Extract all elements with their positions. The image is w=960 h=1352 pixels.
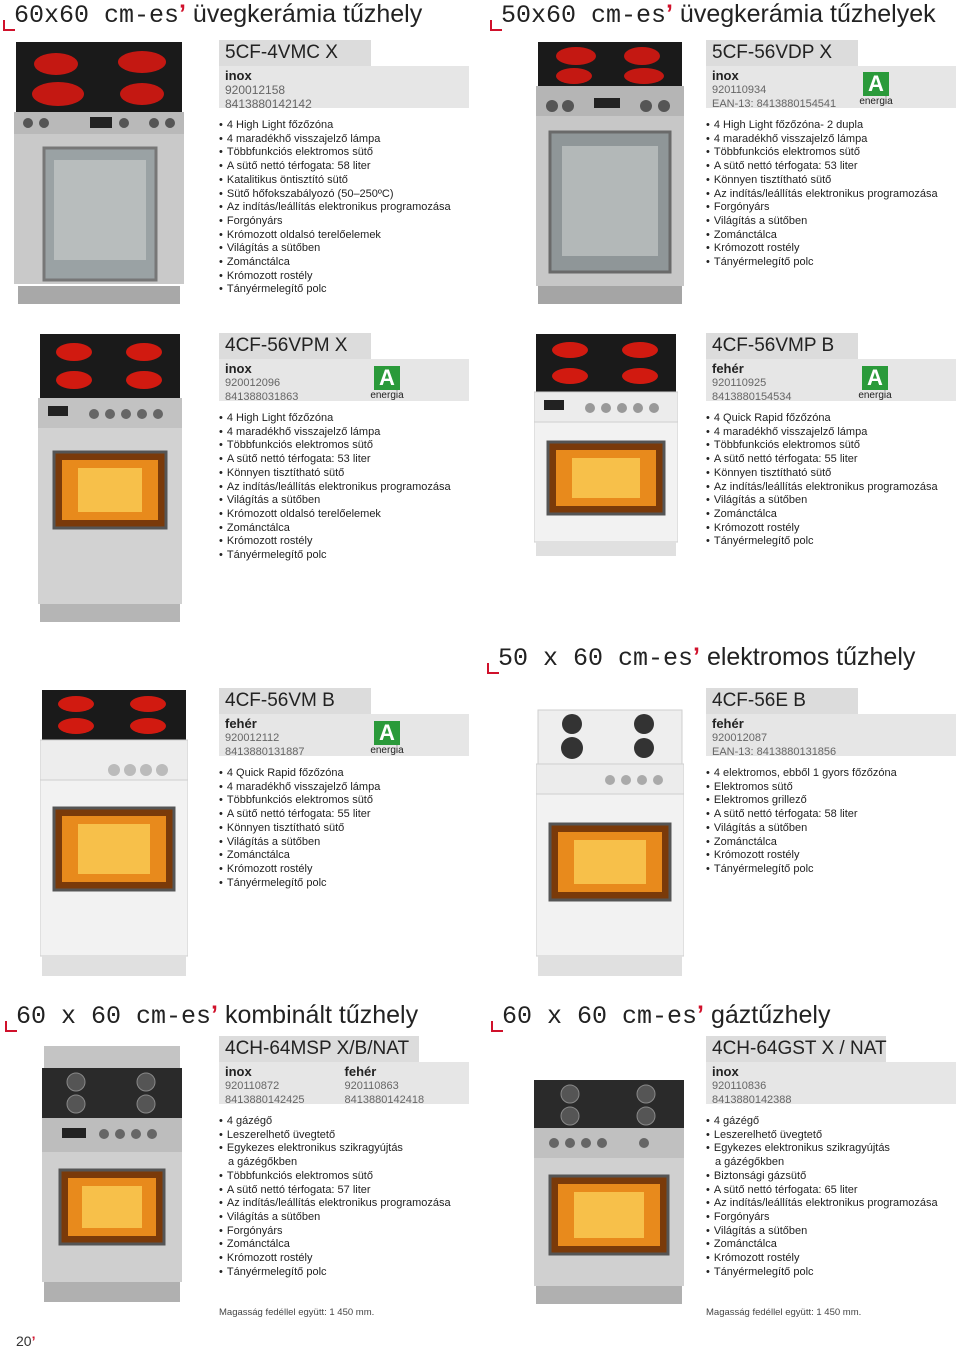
model-name: 4CH-64MSP X/B/NAT [219, 1036, 419, 1062]
color-name: fehér [712, 361, 744, 376]
section-title-50x60-electric: 50 x 60 cm-es’ elektromos tűzhely [498, 643, 916, 673]
product-info-4ch-64gst [706, 1036, 956, 1106]
product-photo-4cf-56vm-b [40, 690, 188, 976]
ean-code: 8413880142142 [225, 97, 312, 111]
product-code: 920012112 [225, 732, 280, 744]
model-name: 4CH-64GST X / NAT [706, 1036, 886, 1062]
product-photo-4ch-64gst [534, 1080, 684, 1304]
ean-code-white: 8413880142418 [344, 1094, 425, 1106]
section-title-60x60-combined: 60 x 60 cm-es’ kombinált tűzhely [16, 1001, 419, 1031]
product-code: 920110925 [712, 377, 767, 389]
model-name: 4CF-56VM B [219, 688, 371, 714]
energy-badge-p4: A energia [858, 365, 892, 401]
ean-code-inox: 8413880142425 [225, 1094, 305, 1106]
height-note-p8: Magasság fedéllel együtt: 1 450 mm. [706, 1307, 862, 1318]
section-title-50x60-glass: 50x60 cm-es’ üvegkerámia tűzhelyek [501, 0, 936, 30]
color-name: inox [225, 68, 252, 83]
feature-list-p6: • 4 elektromos, ebből 1 gyors főzőzóna • Elektromos sütő • Elektromos grillező • A sütő nettó térfogata: 58 liter • Világítás a sütőben • Zománctálca • Krómozott rostély • Tányérmelegítő polc [706, 767, 897, 877]
ean-code: 8413880142388 [712, 1094, 792, 1106]
ean-code: 841388031863 [225, 391, 299, 403]
model-name: 4CF-56VMP B [706, 333, 858, 359]
energy-badge-p5: A energia [370, 720, 404, 756]
product-info-4cf-56vm-b [219, 688, 469, 758]
feature-list-p8: • 4 gázégő • Leszerelhető üvegtető • Egykezes elektronikus szikragyújtás a gázégőkben • Biztonsági gázsütő • A sütő nettó térfogata: 65 liter • Az indítás/leállítás elektronikus programozása • Forgónyárs • Világítás a sütőben • Zománctálca • Krómozott rostély • Tányérmelegítő polc [706, 1115, 938, 1279]
product-info-5cf-56vdp-x [706, 40, 956, 110]
feature-list-p2: • 4 High Light főzőzóna- 2 dupla • 4 maradékhő visszajelző lámpa • Többfunkciós elektromos sütő • A sütő nettó térfogata: 53 liter • Könnyen tisztítható sütő • Az indítás/leállítás elektronikus programozása • Forgónyárs • Világítás a sütőben • Zománctálca • Krómozott rostély • Tányérmelegítő polc [706, 119, 938, 270]
product-photo-5cf-4vmc-x [14, 42, 184, 304]
height-note-p7: Magasság fedéllel együtt: 1 450 mm. [219, 1307, 375, 1318]
product-photo-4cf-56vmp-b [534, 334, 678, 556]
product-info-5cf-4vmc-x [219, 40, 469, 110]
feature-list-p3: • 4 High Light főzőzóna • 4 maradékhő visszajelző lámpa • Többfunkciós elektromos sütő • A sütő nettó térfogata: 53 liter • Könnyen tisztítható sütő • Az indítás/leállítás elektronikus programozása • Világítás a sütőben • Krómozott oldalsó terelőelemek • Zománctálca • Krómozott rostély • Tányérmelegítő polc [219, 412, 451, 563]
section-title-60x60-glass: 60x60 cm-es’ üvegkerámia tűzhely [14, 0, 423, 30]
product-photo-4ch-64msp [42, 1046, 182, 1302]
product-code: 920110934 [712, 84, 767, 96]
product-code: 920012087 [712, 732, 768, 744]
product-code-inox: 920110872 [225, 1080, 280, 1092]
section-title-60x60-gas: 60 x 60 cm-es’ gáztűzhely [502, 1001, 831, 1031]
energy-badge-p2: A energia [859, 71, 893, 107]
product-photo-4cf-56e-b [536, 690, 684, 976]
color-name-white: fehér [344, 1064, 377, 1079]
product-code: 920012096 [225, 377, 281, 389]
color-name: inox [712, 1064, 739, 1079]
feature-list-p7: • 4 gázégő • Leszerelhető üvegtető • Egykezes elektronikus szikragyújtás a gázégőkben • Többfunkciós elektromos sütő • A sütő nettó térfogata: 57 liter • Az indítás/leállítás elektronikus programozása • Világítás a sütőben • Forgónyárs • Zománctálca • Krómozott rostély • Tányérmelegítő polc [219, 1115, 451, 1279]
ean-code: EAN-13: 8413880131856 [712, 746, 837, 758]
product-code: 920012158 [225, 83, 286, 97]
color-name: fehér [225, 716, 257, 731]
energy-badge-p3: A energia [370, 365, 404, 401]
product-info-4cf-56e-b [706, 688, 956, 758]
model-name: 5CF-56VDP X [706, 40, 858, 66]
color-name: inox [712, 68, 739, 83]
color-name-inox: inox [225, 1064, 252, 1079]
product-info-4cf-56vmp-b [706, 333, 956, 403]
ean-code: 8413880131887 [225, 746, 305, 758]
color-name: fehér [712, 716, 744, 731]
feature-list-p1: • 4 High Light főzőzóna • 4 maradékhő visszajelző lámpa • Többfunkciós elektromos sütő • A sütő nettó térfogata: 58 liter • Katalitikus öntisztító sütő • Sütő hőfokszabályozó (50–250ºC) • Az indítás/leállítás elektronikus programozása • Forgónyárs • Krómozott oldalsó terelőelemek • Világítás a sütőben • Zománctálca • Krómozott rostély • Tányérmelegítő polc [219, 119, 451, 297]
product-photo-4cf-56vpm-x [38, 334, 182, 622]
ean-code: 8413880154534 [712, 391, 792, 403]
model-name: 5CF-4VMC X [219, 40, 371, 66]
product-photo-5cf-56vdp-x [536, 42, 684, 304]
model-name: 4CF-56VPM X [219, 333, 371, 359]
feature-list-p5: • 4 Quick Rapid főzőzóna • 4 maradékhő visszajelző lámpa • Többfunkciós elektromos sütő • A sütő nettó térfogata: 55 liter • Könnyen tisztítható sütő • Világítás a sütőben • Zománctálca • Krómozott rostély • Tányérmelegítő polc [219, 767, 380, 890]
color-name: inox [225, 361, 252, 376]
page-number: 20’ [16, 1333, 36, 1349]
ean-code: EAN-13: 8413880154541 [712, 98, 837, 110]
product-info-4ch-64msp [219, 1036, 469, 1106]
model-name: 4CF-56E B [706, 688, 858, 714]
feature-list-p4: • 4 Quick Rapid főzőzóna • 4 maradékhő visszajelző lámpa • Többfunkciós elektromos sütő • A sütő nettó térfogata: 55 liter • Könnyen tisztítható sütő • Az indítás/leállítás elektronikus programozása • Világítás a sütőben • Zománctálca • Krómozott rostély • Tányérmelegítő polc [706, 412, 938, 549]
product-code-white: 920110863 [344, 1080, 399, 1092]
product-code: 920110836 [712, 1080, 767, 1092]
product-info-4cf-56vpm-x [219, 333, 469, 403]
